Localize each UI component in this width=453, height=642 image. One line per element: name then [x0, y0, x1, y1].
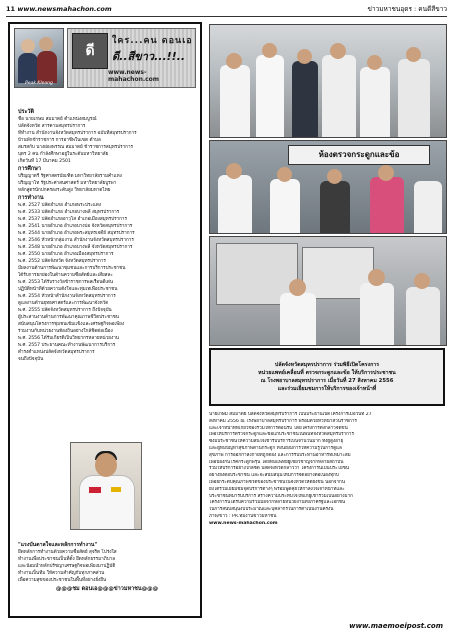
header-right: ข่าวมหาชนอุดร : คนดีสีขาว [367, 5, 447, 13]
text-line: ปริญญาตรี รัฐศาสตรบัณฑิต มหาวิทยาลัยรามคำแหง [18, 174, 122, 179]
text-line: มีผลงานด้านการพัฒนาชุมชนและการบริการประชาชน [18, 266, 126, 271]
text-line: และน้อมนำหลักปรัชญาเศรษฐกิจพอเพียงมาปฏิบัติ [18, 564, 116, 569]
text-line: บุตร 2 คน กำลังศึกษาอยู่ในระดับมหาวิทยาลัย [18, 152, 109, 157]
text-line: ประชาชนที่มารับบริการ สร้างความประทับใจให้แก่ผู้เข้าร่วมเป็นอย่างมาก [209, 493, 353, 499]
photo-caption-box [209, 348, 445, 406]
header-left [6, 5, 112, 13]
ceremony-photo [209, 24, 447, 138]
text-line: พ.ศ. 2550 นายอำเภอ อำเภอเมืองสมุทรปราการ [18, 252, 114, 257]
text-line: ทำงานเป็นทีม ให้ความสำคัญกับทุกภาคส่วน [18, 571, 105, 576]
text-line: ยึดหลักการทำงานด้วยความซื่อสัตย์ สุจริต โปร่งใส [18, 550, 117, 555]
text-line: พ.ศ. 2557 ประธานคณะทำงานพัฒนาการบริการ [18, 343, 116, 348]
text-line: เกิดวันที่ 17 มีนาคม 2501 [18, 159, 71, 164]
text-line: ดำรงตำแหน่งปลัดจังหวัดสมุทรปราการ [18, 350, 95, 355]
text-line: และผู้ที่มีปัญหาสุขภาพด้านกระดูก ทั้งนี้ยังมีการให้ความรู้ในการดูแล [209, 445, 342, 451]
text-line: พ.ศ. 2533 ปลัดอำเภอ อำเภอบางพลี สมุทรปราการ [18, 210, 120, 215]
official-portrait-photo [70, 442, 142, 530]
text-line: พ.ศ. 2546 หัวหน้ากลุ่มงาน สำนักงานจังหวัดสมุทรปราการ [18, 238, 134, 243]
text-line: และร่วมเยี่ยมชมการให้บริการของเจ้าหน้าที่ [277, 386, 377, 392]
text-line: ณ โรงพยาบาลสมุทรปราการ เมื่อวันที่ 27 สิงหาคม 2556 [260, 378, 394, 384]
footer-url[interactable]: www.maemoeipost.com [349, 622, 443, 630]
text-line: พ.ศ. 2556 ได้รับเกียรติเป็นวิทยากรหลายหน่วยงาน [18, 336, 119, 341]
text-line: เพื่อยกระดับคุณภาพชีวิตของประชาชนในจังหวัดให้ดียิ่งขึ้น นอกจากนี้ [209, 479, 345, 485]
text-line: ภาพ/ข่าว : PR.ทีมงานข่าวมหาชน [209, 513, 277, 519]
text-line: สุขภาพ การออกกำลังกายที่ถูกต้อง และการรับประทานอาหารที่เหมาะสม [209, 452, 351, 458]
header-url[interactable]: www.newsmahachon.com [17, 5, 112, 13]
banner-photo-caption: Peak Kleang [25, 81, 53, 86]
text-line: ปฏิบัติหน้าที่ด้วยความตั้งใจและทุ่มเทเพื่อประชาชน [18, 287, 118, 292]
text-line: และเจ้าหน้าที่ที่เกี่ยวข้องร่วมให้การต้อนรับ โดยโครงการดังกล่าวจัดขึ้น [209, 425, 348, 431]
text-line: เพื่อให้บริการตรวจกระดูกและข้อแก่ประชาชนในพื้นที่จังหวัดสมุทรปราการ [209, 432, 354, 438]
banner-photo [14, 28, 64, 88]
text-line: พ.ศ. 2541 นายอำเภอ อำเภอบางบ่อ จังหวัดสมุทรปราการ [18, 224, 133, 229]
text-line: ปริญญาโท รัฐประศาสนศาสตร์ มหาวิทยาลัยบูรพา [18, 181, 117, 186]
text-line: ซึ่งมีประชาชนให้ความสนใจเข้ารับบริการเป็นจำนวนมาก ทั้งผู้สูงอายุ [209, 439, 344, 445]
text-line: ดูแลงานด้านยุทธศาสตร์และการพัฒนาจังหวัด [18, 301, 109, 306]
text-line: พ.ศ. 2555 ปลัดจังหวัดสมุทรปราการ ถึงปัจจุบัน [18, 308, 112, 313]
heading-profile: ประวัติ [18, 109, 35, 115]
text-line: ทำงานเพื่อประชาชนเป็นที่ตั้ง ยึดหลักธรรมาภิบาล [18, 557, 116, 562]
banner-url[interactable]: www.news-mahachon.com [108, 69, 160, 83]
text-line: ร่วมให้บริการอย่างใกล้ชิด ปลัดจังหวัดกล่าวว่า โครงการนี้เป็นประโยชน์ [209, 466, 349, 472]
column-title: ใคร...คน ดอนเอ [112, 36, 193, 46]
page-number: 11 [6, 5, 16, 13]
text-line: พ.ศ. 2553 ได้รับรางวัลข้าราชการพลเรือนดีเด่น [18, 280, 114, 285]
text-line: นายเกษม สมมาตย์ ปลัดจังหวัดสมุทรปราการ เป็นประธานเปิดโครงการเมื่อวันที่ 27 [209, 412, 372, 417]
text-line: ร่วมงานกับหน่วยงานท้องถิ่นอย่างใกล้ชิดต่อเนื่อง [18, 329, 113, 334]
text-line: ได้รับการยกย่องในด้านความซื่อสัตย์และเสียสละ [18, 273, 113, 278]
text-line: หน่วยแพทย์เคลื่อนที่ ตรวจกระดูกและข้อ ให้บริการประชาชน [258, 370, 396, 376]
clinic-sign: ห้องตรวจกระดูกและข้อ [288, 145, 430, 165]
heading-career: การทำงาน [18, 195, 44, 201]
text-line: เพื่อป้องกันโรคกระดูกพรุน โดยทีมแพทย์ผู้เชี่ยวชาญจากหลายสถาบัน [209, 459, 344, 465]
body-web-link[interactable]: www.news-mahachon.com [209, 520, 278, 526]
text-line: ผู้ประสานงานด้านการพัฒนาคุณภาพชีวิตประชาชน [18, 315, 119, 320]
text-line: จนถึงปัจจุบัน [18, 357, 44, 362]
banner-title-box [67, 28, 196, 88]
text-line: ที่ทำงาน สำนักงานจังหวัดสมุทรปราการ ฉบับที่สมุทรปราการ [18, 131, 137, 136]
text-line: บ้านพักข้าราชการ การอาชีพในเขต ตำบล [18, 138, 101, 143]
column-subtitle: ดี..สีขาว...!!.. [112, 50, 186, 63]
text-line: ปลัดจังหวัด สารคามสมุทรปราการ [18, 124, 86, 129]
text-line: สนับสนุนโครงการชุมชนเข้มแข็งและเศรษฐกิจพอเพียง [18, 322, 125, 327]
quote-heading: "แรงบันดาลใจและหลักการทำงาน" [18, 542, 98, 548]
text-line: พ.ศ. 2537 ปลัดอำเภออาวุโส อำเภอเมืองสมุทรปราการ [18, 217, 127, 222]
text-line: หลักสูตรนักปกครองระดับสูง วิทยาลัยมหาดไทย [18, 188, 111, 193]
photo-collage [209, 24, 445, 344]
text-line: ยังได้ร่วมเยี่ยมชมจุดบริการต่างๆ พร้อมพูดคุยให้กำลังใจเจ้าหน้าที่และ [209, 486, 345, 492]
page-header [6, 2, 447, 17]
column-logo-icon: ดี [72, 33, 108, 69]
exhibition-photo [209, 236, 447, 346]
text-line: พ.ศ. 2554 หัวหน้าสำนักงานจังหวัดสมุทรปราการ [18, 294, 116, 299]
heading-education: การศึกษา [18, 166, 41, 172]
text-line: ในการสนับสนุนงบประมาณและบุคลากรในการดำเนินงานครั้งนี้ [209, 507, 334, 513]
column-banner [14, 28, 196, 88]
text-line: อย่างยิ่งต่อประชาชน และจะสนับสนุนให้มีการจัดอย่างต่อเนื่องทุกปี [209, 473, 339, 479]
text-line: ชื่อ นายเกษม สมมาตย์ ตำแหน่งสมบูรณ์ [18, 117, 97, 122]
text-line: พ.ศ. 2548 นายอำเภอ อำเภอบางพลี จังหวัดสมุทรปราการ [18, 245, 133, 250]
biography-article [18, 108, 196, 363]
text-line: เพื่อความสุขของประชาชนในพื้นที่อย่างยั่งยืน [18, 578, 107, 583]
text-line: สมรสกับ นางผ่องพรรณ สมมาตย์ ข้าราชการสมุทรปราการ [18, 145, 134, 150]
quote-section [18, 542, 196, 593]
hospital-visit-photo [209, 140, 447, 234]
text-line: สิงหาคม 2556 ณ โรงพยาบาลสมุทรปราการ พร้อมด้วยหัวหน้าส่วนราชการ [209, 418, 357, 424]
news-body [209, 412, 445, 528]
left-column [8, 22, 202, 618]
text-line: พ.ศ. 2527 ปลัดอำเภอ อำเภอพระประแดง [18, 203, 102, 208]
signature-line: @@@ชม ดอนเอ@@@ข่าวมหาชน@@@ [55, 586, 159, 592]
text-line: ปลัดจังหวัดสมุทรปราการ ร่วมพิธีเปิดโครงการ [274, 362, 380, 368]
text-line: โครงการนี้ได้รับความร่วมมือจากหลายหน่วยงานทั้งภาครัฐและเอกชน [209, 500, 346, 506]
text-line: พ.ศ. 2544 นายอำเภอ อำเภอพระสมุทรเจดีย์ สมุทรปราการ [18, 231, 135, 236]
text-line: พ.ศ. 2552 ปลัดจังหวัด จังหวัดสมุทรปราการ [18, 259, 106, 264]
